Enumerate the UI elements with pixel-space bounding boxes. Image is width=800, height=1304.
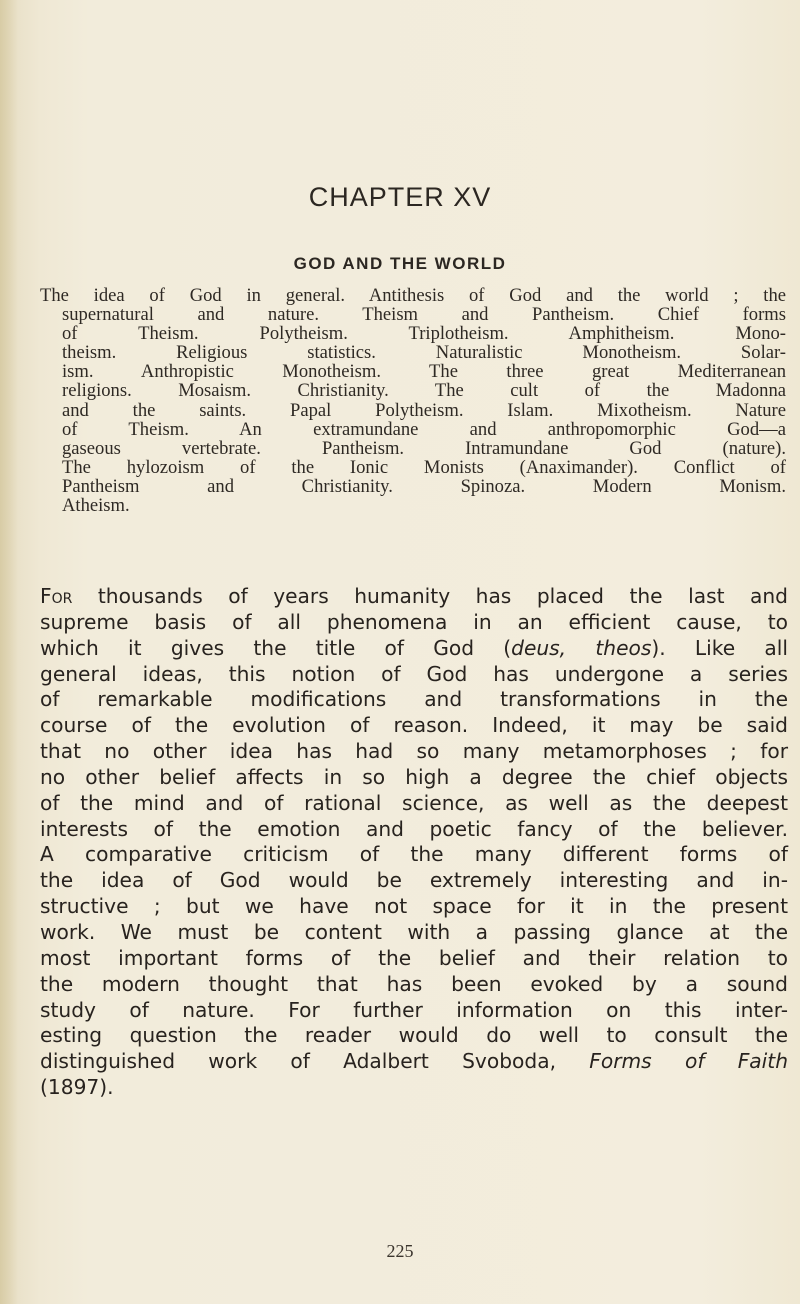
body-line: esting question the reader would do well to consult the bbox=[40, 1023, 788, 1048]
chapter-summary bbox=[40, 286, 786, 515]
page-number: 225 bbox=[386, 1241, 414, 1261]
chapter-subtitle: GOD AND THE WORLD bbox=[293, 254, 507, 273]
summary-line: Pantheism and Christianity. Spinoza. Modern Monism. bbox=[62, 475, 786, 497]
body-line: structive ; but we have not space for it in the present bbox=[40, 894, 788, 919]
summary-line: gaseous vertebrate. Pantheism. Intramundane God (nature). bbox=[62, 437, 786, 459]
body-line: study of nature. For further information on this inter- bbox=[40, 997, 788, 1022]
summary-line: ism. Anthropistic Monotheism. The three great Mediterranean bbox=[62, 361, 786, 383]
body-line: (1897). bbox=[40, 1075, 114, 1100]
summary-line: theism. Religious statistics. Naturalistic Monotheism. Solar- bbox=[62, 342, 786, 364]
body-line bbox=[40, 584, 788, 610]
body-line: of the mind and of rational science, as well as the deepest bbox=[40, 790, 788, 815]
body-line: course of the evolution of reason. Indeed, it may be said bbox=[40, 713, 788, 738]
body-paragraph bbox=[40, 584, 788, 1101]
summary-line: The hylozoism of the Ionic Monists (Anaximander). Conflict of bbox=[62, 456, 786, 478]
body-line: of remarkable modifications and transformations in the bbox=[40, 687, 788, 712]
summary-line: of Theism. Polytheism. Triplotheism. Amphitheism. Mono- bbox=[62, 323, 786, 345]
body-line: the idea of God would be extremely interesting and in- bbox=[40, 868, 788, 893]
body-line: A comparative criticism of the many different forms of bbox=[40, 842, 788, 867]
body-line: supreme basis of all phenomena in an efficient cause, to bbox=[40, 609, 788, 634]
body-line: most important forms of the belief and their relation to bbox=[40, 945, 788, 970]
body-line: interests of the emotion and poetic fancy of the believer. bbox=[40, 816, 788, 841]
body-line bbox=[40, 636, 788, 662]
body-line: work. We must be content with a passing glance at the bbox=[40, 919, 788, 944]
body-line bbox=[40, 1049, 788, 1075]
summary-line: The idea of God in general. Antithesis of God and the world ; the bbox=[40, 285, 786, 306]
book-title: Forms of Faith bbox=[589, 1049, 788, 1074]
body-line-text: ). Like all bbox=[651, 635, 788, 660]
summary-line: of Theism. An extramundane and anthropomorphic God—a bbox=[62, 418, 786, 440]
body-line-text: which it gives the title of God ( bbox=[40, 635, 512, 660]
chapter-title: CHAPTER XV bbox=[308, 182, 492, 212]
body-line: the modern thought that has been evoked by a sound bbox=[40, 971, 788, 996]
body-line: no other belief affects in so high a degree the chief objects bbox=[40, 764, 788, 789]
body-line-text: distinguished work of Adalbert Svoboda, bbox=[40, 1049, 590, 1074]
opening-word: For bbox=[40, 584, 73, 608]
body-line: general ideas, this notion of God has undergone a series bbox=[40, 661, 788, 686]
italic-term: deus, theos bbox=[511, 635, 652, 660]
summary-line: supernatural and nature. Theism and Pantheism. Chief forms bbox=[62, 304, 786, 326]
body-line: that no other idea has had so many metamorphoses ; for bbox=[40, 739, 788, 764]
summary-line: Atheism. bbox=[62, 495, 130, 517]
summary-line: religions. Mosaism. Christianity. The cult of the Madonna bbox=[62, 380, 786, 402]
body-line-text: thousands of years humanity has placed the last and bbox=[72, 584, 788, 608]
summary-line: and the saints. Papal Polytheism. Islam. Mixotheism. Nature bbox=[62, 399, 786, 421]
